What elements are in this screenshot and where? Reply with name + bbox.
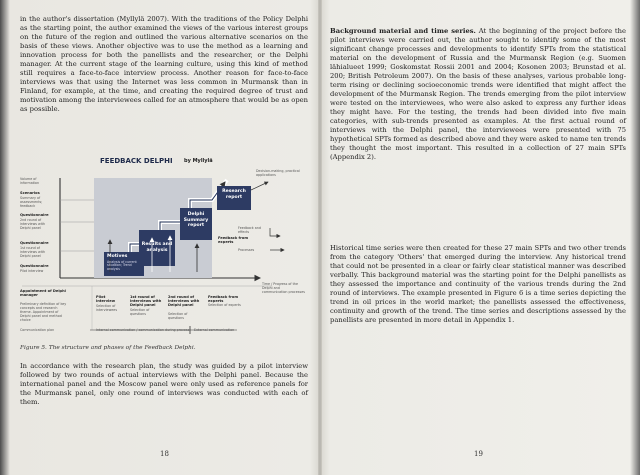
left-paragraph-2: In accordance with the research plan, the study was guided by a pilot interview followed by two rounds of actual interviews with the Delphi panel. Because the international panel and the Moscow panel were only used as reference panels for the Murmansk panel, only one round of interviews was conducted with each of them. xyxy=(20,362,308,406)
row-title-questionnaire-1: Questionnaire xyxy=(20,241,49,245)
x-axis-label: Time / Progress of the Delphi and communication processes xyxy=(262,282,305,294)
bottom-desc-appointment: Preliminary definition of key concepts and research theme. Appointment of Delphi panel and method choice xyxy=(20,302,67,322)
decision-making-label: Decision-making, practical applications xyxy=(256,169,300,177)
book-gutter xyxy=(318,0,322,475)
communication-plan-label: Communication plan xyxy=(20,328,55,332)
left-page-number: 18 xyxy=(160,450,169,458)
row-title-questionnaire-pilot: Questionnaire xyxy=(20,264,49,268)
y-axis-label: Volume of information xyxy=(20,177,40,185)
research-report-label: Research report xyxy=(222,189,246,200)
right-paragraph-1-body: At the beginning of the project before the pilot interviews were carried out, the author sought to identify some of the most significant change processes and developments to identify SPTs from the statistical material on the development of Russia and the Murmansk Region (e.g. Suomen lähialueet 1999; Goskomstat Rossii 2001 and 2004; Kosonen 2003; Brunstad et al. 200; British Petroleum 2007). On the basis of these analyses, various probable long-term rising or declining socioeconomic trends were identified that might affect the development of the Murmansk Region. The trends emerging from the pilot interview were tested on the interviewees, who were also asked to express any further ideas they might have. For the testing, the trends had been divided into five main categories, with sub-trends presented as examples. At the first actual round of interviews with the Delphi panel, the interviewees were presented with 75 hypothetical SPTs formed as described above and they were asked to name ten trends they thought the most important. This resulted in a collection of 27 main SPTs (Appendix 2). xyxy=(330,27,626,161)
bottom-title-appointment: Appointment of Delphi manager xyxy=(20,289,66,298)
figure-title: FEEDBACK DELPHI xyxy=(100,157,173,165)
internal-communication-label: Internal communication / communication during process xyxy=(96,328,190,332)
row-desc-questionnaire-2: 2nd round of interviews with Delphi panel xyxy=(20,218,46,230)
delphi-summary-label: Delphi Summary report xyxy=(183,212,209,229)
right-paragraph-1-heading: Background material and time series. xyxy=(330,27,476,35)
right-page xyxy=(326,0,632,475)
left-paragraph-1: in the author's dissertation (Myllylä 2007). With the traditions of the Policy Delphi as the starting point, the author examined the views of the various interest groups on the future of the region and outlined the various alternative scenarios on the basis of these views. Another objective was to use the method as a learning and innovation process for both the panellists and the researcher, or the Delphi manager. At the current stage of the learning culture, using this kind of method still requires a face-to-face interview process. Another reason for face-to-face interviews was that using the Internet was less common in Murmansk than in Finland, for example, at the time, and creating the required degree of trust and motivation among the interviewees called for an atmosphere that would be as open as possible. xyxy=(20,15,308,113)
left-page xyxy=(12,0,312,475)
legend-feedback-label: Feedback and effects xyxy=(238,226,261,234)
motives-subtext: Analysis of current situation; Trend analysis xyxy=(107,259,137,272)
bottom-title-round-2: 2nd round of interviews with Delphi panel xyxy=(168,295,200,308)
right-page-number: 19 xyxy=(474,450,483,458)
figure-caption: Figure 5. The structure and phases of the Feedback Delphi. xyxy=(20,345,196,351)
motives-label xyxy=(104,254,144,272)
row-desc-questionnaire-pilot: Pilot interview xyxy=(20,269,44,273)
row-desc-scenarios: Summary of assessments; feedback xyxy=(20,196,43,208)
figure-author: by Myllylä xyxy=(184,158,213,164)
feedback-from-experts-label: Feedback from experts xyxy=(218,236,249,245)
bottom-desc-round-1: Selection of questions xyxy=(130,308,150,316)
row-desc-questionnaire-1: 1st round of interviews with Delphi panel xyxy=(20,246,46,258)
external-communication-label: External communication xyxy=(194,328,235,332)
bottom-title-pilot: Pilot interview xyxy=(96,295,116,304)
bottom-title-round-1: 1st round of interviews with Delphi panel xyxy=(130,295,162,308)
right-paragraph-1 xyxy=(330,27,626,162)
results-analysis-label: Results and analysis xyxy=(141,242,173,253)
bottom-desc-round-2: Selection of questions xyxy=(168,312,188,320)
bottom-title-feedback: Feedback from experts xyxy=(208,295,239,304)
legend-processes-label: Processes xyxy=(238,248,255,252)
row-title-questionnaire-2: Questionnaire xyxy=(20,213,49,217)
motives-title: Motives xyxy=(107,254,128,259)
bottom-desc-feedback: Selection of experts xyxy=(208,303,241,307)
row-title-scenarios: Scenarios xyxy=(20,191,40,195)
right-paragraph-2: Historical time series were then created for these 27 main SPTs and two other trends from the category 'Others' that emerged during the interview. Any historical trend that could not be presented in a clear or fairly clear statistical manner was described verbally. This background material was the starting point for the Delphi panellists as they assessed the importance and continuity of the various trends during the 2nd round of interviews. The example presented in Figure 6 is a time series depicting the trend in oil prices in the world market; the panellists assessed the effectiveness, continuity and growth of the trend. The time series and descriptions assessed by the panellists are presented in more detail in Appendix 1. xyxy=(330,244,626,324)
bottom-desc-pilot: Selection of interviewees xyxy=(96,304,118,312)
